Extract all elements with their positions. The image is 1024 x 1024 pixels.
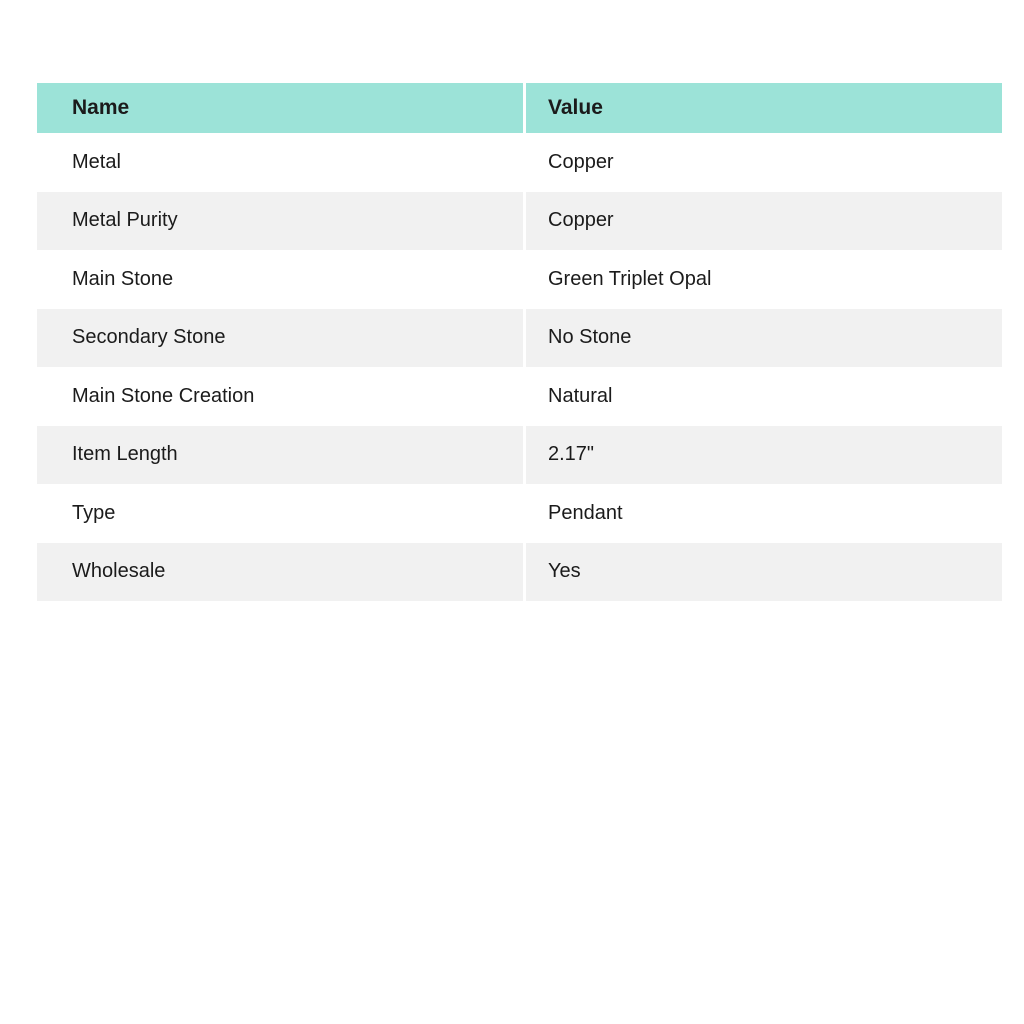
row-name-cell: Metal: [37, 133, 523, 192]
row-value-cell: Copper: [526, 192, 1002, 251]
row-name-cell: Main Stone Creation: [37, 367, 523, 426]
table-body: [37, 133, 1002, 601]
row-name-cell: Wholesale: [37, 543, 523, 602]
row-value-cell: Yes: [526, 543, 1002, 602]
row-value-cell: Natural: [526, 367, 1002, 426]
table-row: [37, 367, 1002, 426]
row-name-cell: Secondary Stone: [37, 309, 523, 368]
table-row: [37, 426, 1002, 485]
row-name-cell: Metal Purity: [37, 192, 523, 251]
row-name-cell: Type: [37, 484, 523, 543]
column-header-name: Name: [37, 83, 523, 133]
row-value-cell: Copper: [526, 133, 1002, 192]
table-row: [37, 133, 1002, 192]
table-row: [37, 192, 1002, 251]
table-row: [37, 309, 1002, 368]
table-row: [37, 543, 1002, 602]
row-name-cell: Main Stone: [37, 250, 523, 309]
table-header-row: [37, 83, 1002, 133]
table-row: [37, 484, 1002, 543]
row-name-cell: Item Length: [37, 426, 523, 485]
row-value-cell: 2.17": [526, 426, 1002, 485]
table-row: [37, 250, 1002, 309]
row-value-cell: No Stone: [526, 309, 1002, 368]
row-value-cell: Pendant: [526, 484, 1002, 543]
column-header-value: Value: [526, 83, 1002, 133]
product-attributes-table: [37, 83, 1002, 601]
row-value-cell: Green Triplet Opal: [526, 250, 1002, 309]
